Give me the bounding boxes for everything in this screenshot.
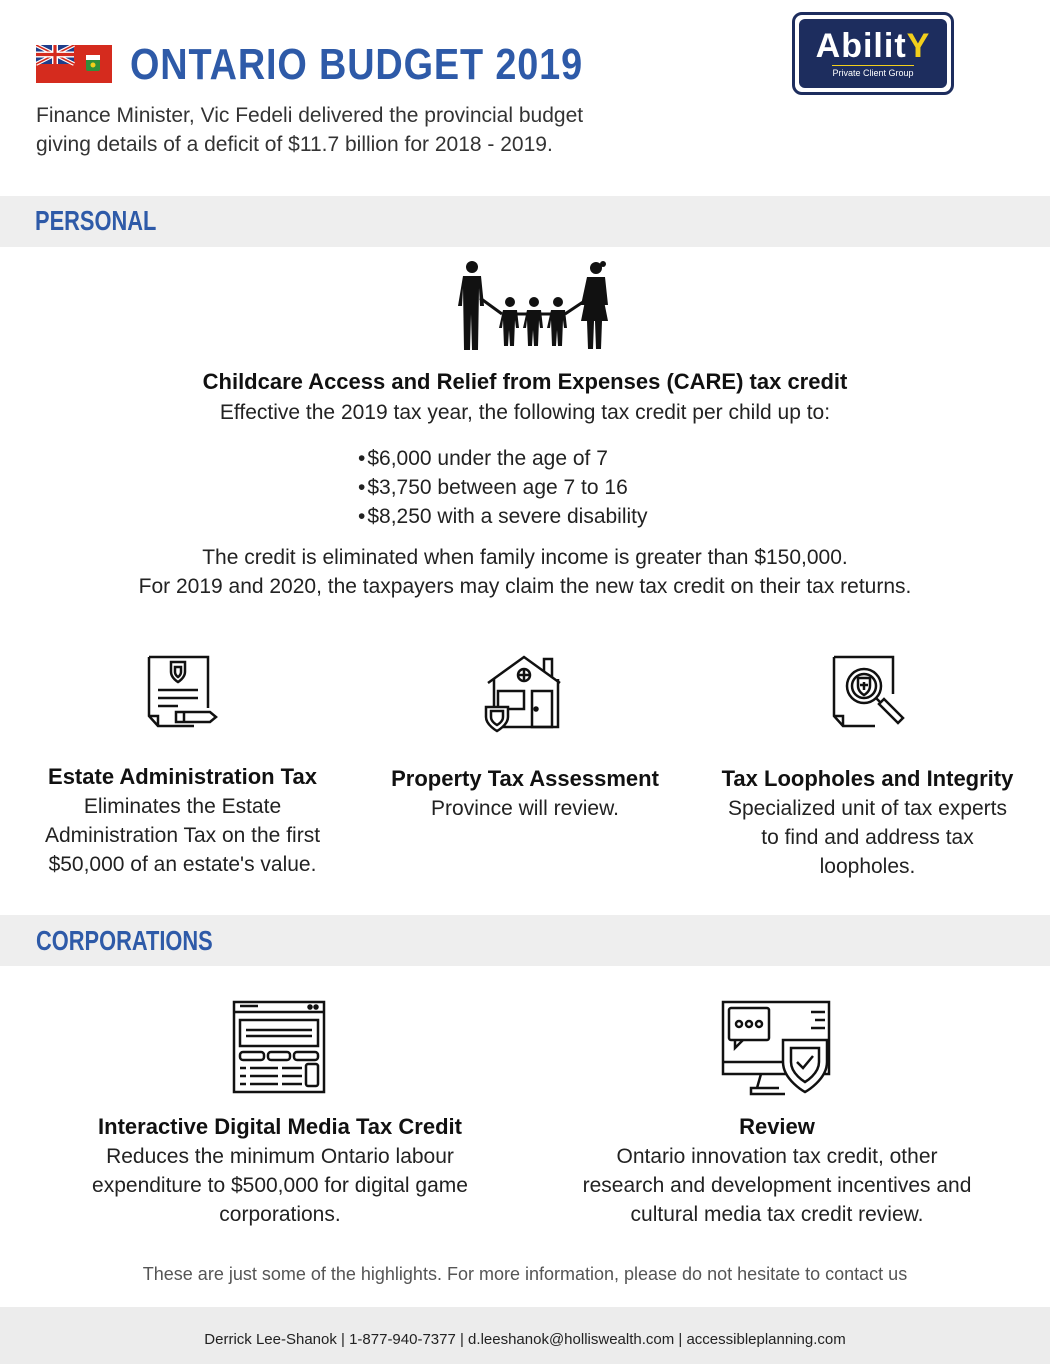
list-item: • $3,750 between age 7 to 16 (358, 473, 648, 502)
document-shield-icon (146, 654, 218, 732)
logo-tagline: Private Client Group (832, 65, 913, 78)
care-subtitle: Effective the 2019 tax year, the following tax credit per child up to: (219, 401, 831, 424)
personal-section-band (0, 196, 1050, 247)
computer-shield-icon (721, 1000, 833, 1098)
ability-logo (792, 12, 954, 95)
house-shield-icon (484, 653, 564, 733)
review-title: Review (739, 1114, 815, 1139)
care-note: The credit is eliminated when family income is greater than $150,000. For 2019 and 2020, the taxpayers may claim the new tax credit on their tax returns. (138, 546, 912, 598)
estate-admin-title: Estate Administration Tax (48, 764, 317, 789)
list-item: • $8,250 with a severe disability (358, 502, 648, 531)
digital-media-text: Reduces the minimum Ontario labour expenditure to $500,000 for digital game corporations. (92, 1145, 468, 1226)
web-browser-icon (232, 1000, 326, 1094)
digital-media-block (40, 1114, 520, 1229)
care-title: Childcare Access and Relief from Expenses (CARE) tax credit (202, 369, 848, 394)
property-tax-text: Province will review. (431, 797, 619, 820)
corporations-section-band (0, 915, 1050, 966)
magnifier-shield-icon (831, 654, 905, 728)
page-title: ONTARIO BUDGET 2019 (130, 40, 583, 89)
tax-loopholes-block (700, 766, 1035, 881)
footer-note: These are just some of the highlights. For more information, please do not hesitate to contact us (142, 1264, 908, 1284)
property-tax-block (360, 766, 690, 823)
corporations-section-label: CORPORATIONS (36, 925, 213, 956)
tax-loopholes-title: Tax Loopholes and Integrity (721, 766, 1014, 791)
review-block (537, 1114, 1017, 1229)
logo-wordmark: AbilitY (815, 27, 931, 65)
footer-contact: Derrick Lee-Shanok | 1-877-940-7377 | d.leeshanok@holliswealth.com | accessibleplanning.com (204, 1331, 846, 1348)
list-item: • $6,000 under the age of 7 (358, 444, 648, 473)
estate-admin-block (10, 764, 355, 879)
care-bullet-list (358, 444, 648, 531)
tax-loopholes-text: Specialized unit of tax experts to find and address tax loopholes. (728, 797, 1007, 878)
estate-admin-text: Eliminates the Estate Administration Tax on the first $50,000 of an estate's value. (44, 795, 321, 876)
personal-section-label: PERSONAL (35, 205, 157, 236)
digital-media-title: Interactive Digital Media Tax Credit (98, 1114, 462, 1139)
property-tax-title: Property Tax Assessment (391, 766, 659, 791)
review-text: Ontario innovation tax credit, other research and development incentives and cultural media tax credit review. (582, 1145, 972, 1226)
intro-text: Finance Minister, Vic Fedeli delivered the provincial budget giving details of a deficit of $11.7 billion for 2018 - 2019. (36, 104, 584, 156)
family-icon (450, 258, 615, 353)
ontario-flag-icon (36, 45, 112, 83)
